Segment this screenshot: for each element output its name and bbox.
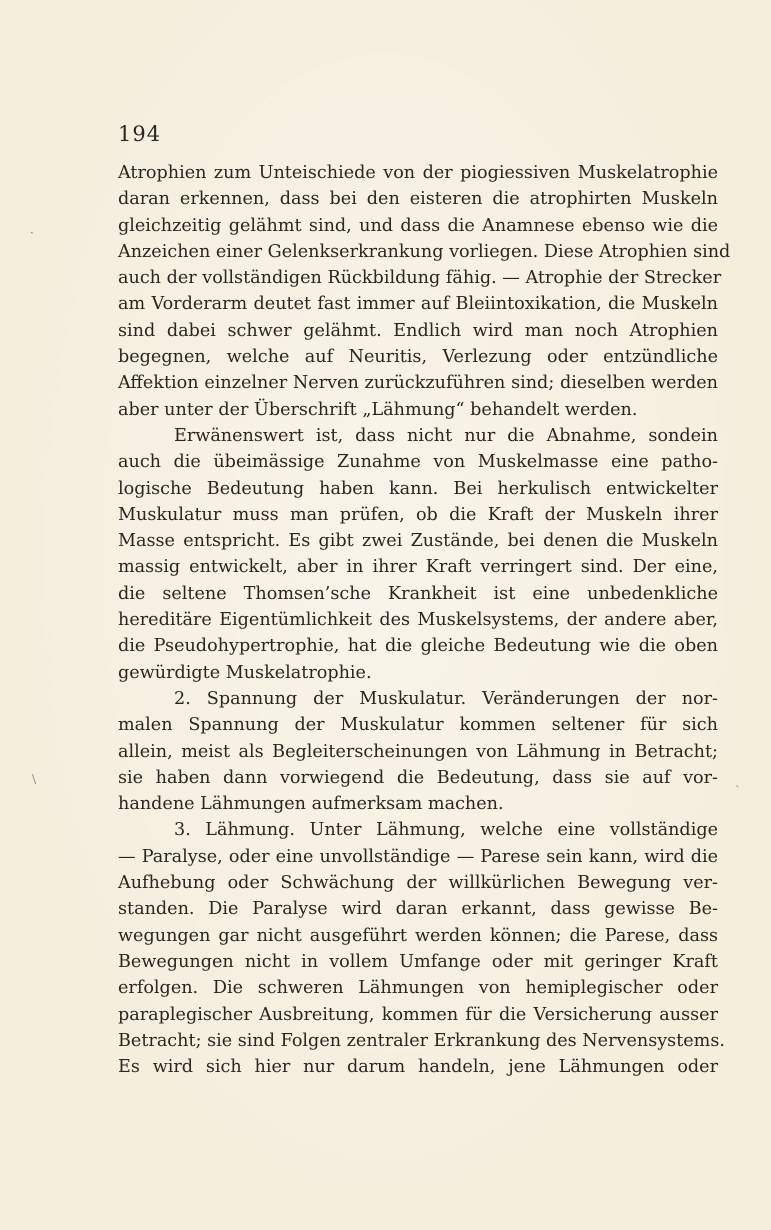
text-line: logische Bedeutung haben kann. Bei herkulisch entwickelter: [118, 478, 718, 499]
text-line: Atrophien zum Unteischiede von der piogiessiven Muskelatrophie: [118, 163, 718, 183]
text-line: massig entwickelt, aber in ihrer Kraft verringert sind. Der eine,: [118, 557, 718, 578]
text-line: allein, meist als Begleiterscheinungen von Lähmung in Betracht;: [118, 741, 718, 762]
text-line: standen. Die Paralyse wird daran erkannt, dass gewisse Be-: [118, 899, 718, 920]
text-line: Affektion einzelner Nerven zurückzuführen sind; dieselben werden: [118, 373, 718, 394]
text-line: begegnen, welche auf Neuritis, Verlezung oder entzündliche: [118, 347, 718, 368]
paragraph-start-line: Erwänenswert ist, dass nicht nur die Abnahme, sondein: [174, 425, 718, 446]
text-line: Masse entspricht. Es gibt zwei Zustände, bei denen die Muskeln: [118, 531, 718, 552]
text-line: wegungen gar nicht ausgeführt werden können; die Parese, dass: [118, 925, 718, 946]
text-line: am Vorderarm deutet fast immer auf Bleiintoxikation, die Muskeln: [118, 294, 718, 315]
text-line: erfolgen. Die schweren Lähmungen von hemiplegischer oder: [118, 978, 718, 999]
text-line: aber unter der Überschrift „Lähmung“ behandelt werden.: [118, 399, 638, 420]
page-number: 194: [118, 122, 162, 146]
text-line: Anzeichen einer Gelenkserkrankung vorliegen. Diese Atrophien sind: [118, 241, 731, 262]
text-line: Bewegungen nicht in vollem Umfange oder mit geringer Kraft: [118, 951, 718, 972]
text-line: sie haben dann vorwiegend die Bedeutung, dass sie auf vor-: [118, 767, 718, 788]
body-text: [118, 160, 731, 1080]
text-line: gewürdigte Muskelatrophie.: [118, 662, 372, 683]
text-line: auch der vollständigen Rückbildung fähig. — Atrophie der Strecker: [118, 268, 722, 289]
text-line: Es wird sich hier nur darum handeln, jene Lähmungen oder: [118, 1057, 718, 1078]
text-line: — Paralyse, oder eine unvollständige — Parese sein kann, wird die: [118, 846, 718, 867]
text-line: Muskulatur muss man prüfen, ob die Kraft der Muskeln ihrer: [118, 504, 718, 525]
paper-speck: \: [32, 772, 37, 786]
paper-speck: ·: [30, 226, 34, 240]
paper-speck: `: [735, 784, 741, 798]
text-line: Betracht; sie sind Folgen zentraler Erkrankung des Nervensystems.: [118, 1030, 725, 1051]
text-line: die Pseudohypertrophie, hat die gleiche Bedeutung wie die oben: [118, 636, 718, 657]
text-line: die seltene Thomsen’sche Krankheit ist eine unbedenkliche: [118, 583, 718, 604]
text-line: sind dabei schwer gelähmt. Endlich wird man noch Atrophien: [118, 320, 718, 341]
text-line: malen Spannung der Muskulatur kommen seltener für sich: [118, 715, 718, 736]
section-heading-line: 2. Spannung der Muskulatur. Veränderungen der nor-: [174, 688, 718, 709]
text-line: gleichzeitig gelähmt sind, und dass die Anamnese ebenso wie die: [118, 215, 718, 236]
text-line: auch die übeimässige Zunahme von Muskelmasse eine patho-: [118, 452, 718, 473]
text-line: Aufhebung oder Schwächung der willkürlichen Bewegung ver-: [118, 873, 718, 894]
section-heading-line: 3. Lähmung. Unter Lähmung, welche eine vollständige: [174, 820, 718, 841]
text-line: handene Lähmungen aufmerksam machen.: [118, 794, 504, 815]
text-line: daran erkennen, dass bei den eisteren die atrophirten Muskeln: [118, 189, 718, 210]
text-line: paraplegischer Ausbreitung, kommen für die Versicherung ausser: [118, 1004, 718, 1025]
text-line: hereditäre Eigentümlichkeit des Muskelsystems, der andere aber,: [118, 610, 718, 631]
